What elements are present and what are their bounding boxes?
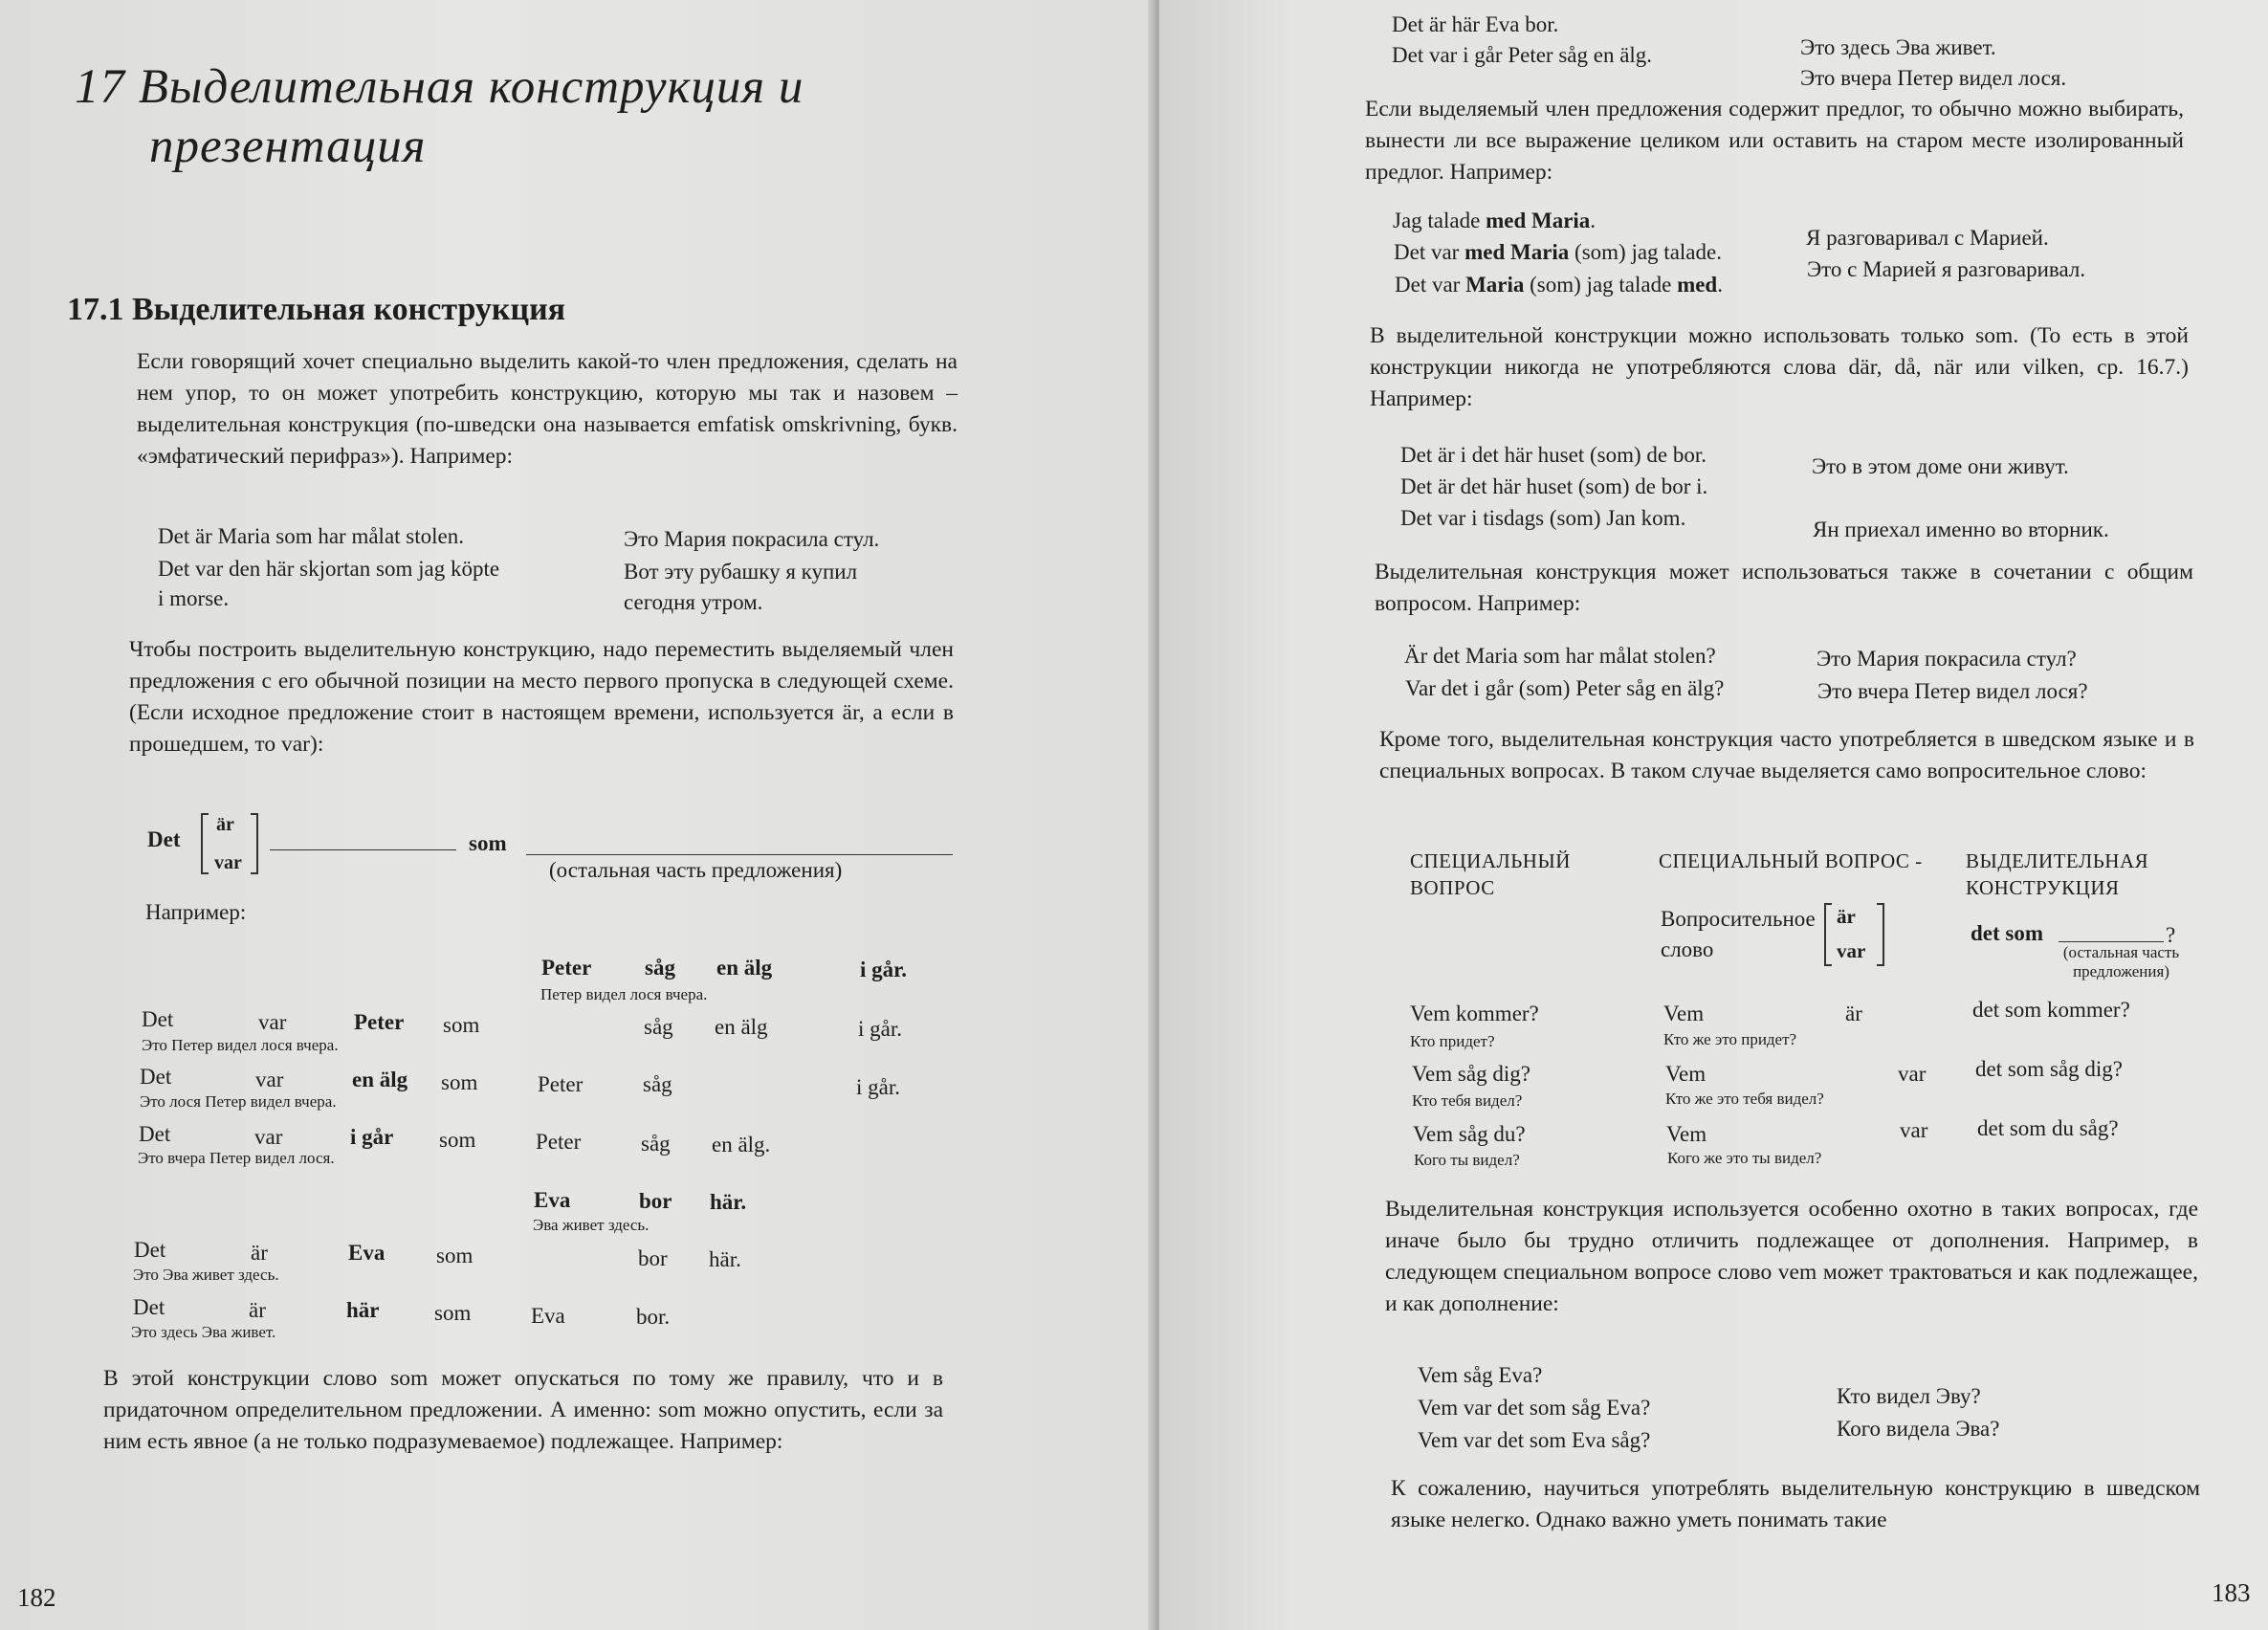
text-run-bold: med bbox=[1677, 273, 1718, 297]
row-emphatic: det som du såg? bbox=[1977, 1116, 2119, 1140]
row-question-ru: Кто придет? bbox=[1410, 1032, 1495, 1050]
row-focus: Eva bbox=[348, 1241, 385, 1265]
scheme-rest-label: (остальная часть предложения) bbox=[2062, 943, 2180, 980]
row-ru: Это здесь Эва живет. bbox=[131, 1323, 276, 1341]
ex2-sv-3 bbox=[1395, 270, 1723, 300]
row-w1: såg bbox=[644, 1015, 673, 1039]
row-som: som bbox=[434, 1301, 472, 1325]
paragraph-general-question: Выделительная конструкция может использоваться также в сочетании с общим вопросом. Например: bbox=[1375, 560, 2193, 616]
scheme-som: som bbox=[469, 831, 507, 855]
page-number: 183 bbox=[2212, 1578, 2251, 1607]
scheme-brace-left bbox=[201, 813, 209, 874]
row-det: Det bbox=[139, 1122, 171, 1146]
example-sv-3: i morse. bbox=[158, 586, 230, 610]
col-head-emphatic: ВЫДЕЛИТЕЛЬНАЯ КОНСТРУКЦИЯ bbox=[1966, 849, 2149, 899]
t1-head-igar: i går. bbox=[860, 958, 907, 981]
row-ru: Это лося Петер видел вчера. bbox=[140, 1092, 337, 1111]
ex4-ru-2: Это вчера Петер видел лося? bbox=[1817, 679, 2088, 703]
ex2-sv-2 bbox=[1394, 237, 1722, 268]
row-w2: bor. bbox=[636, 1305, 671, 1329]
t2-head-eva: Eva bbox=[534, 1188, 571, 1212]
text-run: Det var bbox=[1395, 273, 1466, 297]
chapter-title-line1: 17 Выделительная конструкция и bbox=[75, 60, 804, 114]
row-w1: bor bbox=[638, 1246, 668, 1270]
row-som: som bbox=[439, 1128, 476, 1152]
t2-head-har: här. bbox=[710, 1190, 747, 1214]
page-number: 182 bbox=[17, 1583, 56, 1612]
example-sv-1: Det är Maria som har målat stolen. bbox=[158, 524, 464, 548]
scheme-det: Det bbox=[147, 827, 181, 851]
top-sv-1: Det är här Eva bor. bbox=[1392, 12, 1559, 36]
row-question: Vem såg du? bbox=[1413, 1122, 1526, 1146]
text-run-bold: Maria bbox=[1465, 273, 1525, 297]
row-word: Vem bbox=[1663, 1002, 1705, 1025]
row-verb: var bbox=[258, 1010, 287, 1034]
ex3-sv-3: Det var i tisdags (som) Jan kom. bbox=[1400, 506, 1686, 530]
paragraph-ambiguity: Выделительная конструкция используется особенно охотно в таких вопросах, где иначе было бы трудно отличить подлежащее от дополнения. Например, в следующем специальном вопросе слово vem может трактоваться и как подлежащее, и как дополнение: bbox=[1385, 1197, 2198, 1316]
scheme-blank-line bbox=[270, 849, 456, 850]
ex5-sv-3: Vem var det som Eva såg? bbox=[1418, 1428, 1651, 1452]
scheme-var: var bbox=[214, 852, 242, 873]
scheme-brace-right bbox=[251, 813, 258, 874]
ex5-sv-1: Vem såg Eva? bbox=[1418, 1363, 1543, 1387]
row-emphatic: det som såg dig? bbox=[1975, 1057, 2123, 1081]
row-w2: en älg bbox=[715, 1015, 768, 1039]
ex5-ru-2: Кого видела Эва? bbox=[1837, 1417, 2000, 1441]
col-head-special-question-2: СПЕЦИАЛЬНЫЙ ВОПРОС - bbox=[1659, 849, 1923, 872]
scheme-rest-label: (остальная часть предложения) bbox=[549, 858, 843, 882]
text-run: Jag talade bbox=[1393, 209, 1486, 232]
t1-head-peter: Peter bbox=[541, 956, 592, 980]
example-ru-2: Вот эту рубашку я купил bbox=[624, 560, 858, 584]
row-word: Vem bbox=[1665, 1062, 1707, 1086]
t1-head-alg: en älg bbox=[716, 956, 773, 980]
row-w1: Peter bbox=[536, 1130, 582, 1154]
row-ru: Это Петер видел лося вчера. bbox=[142, 1036, 339, 1054]
text-run: (som) jag talade bbox=[1524, 273, 1678, 297]
t1-head-ru: Петер видел лося вчера. bbox=[540, 985, 708, 1003]
row-som: som bbox=[443, 1013, 480, 1037]
row-word: Vem bbox=[1666, 1122, 1707, 1146]
row-det: Det bbox=[133, 1295, 165, 1319]
ex2-ru-2: Это с Марией я разговаривал. bbox=[1807, 257, 2086, 281]
row-w2: såg bbox=[641, 1132, 671, 1156]
row-som: som bbox=[441, 1070, 478, 1094]
paragraph-special-question: Кроме того, выделительная конструкция часто употребляется в шведском языке и в специальных вопросах. В таком случае выделяется само вопросительное слово: bbox=[1379, 727, 2194, 783]
top-ru-2: Это вчера Петер видел лося. bbox=[1800, 66, 2067, 90]
row-question-ru: Кого ты видел? bbox=[1414, 1151, 1520, 1169]
row-verb: var bbox=[1898, 1062, 1927, 1086]
ex5-sv-2: Vem var det som såg Eva? bbox=[1418, 1396, 1651, 1420]
row-focus: här bbox=[346, 1298, 380, 1322]
ex4-sv-1: Är det Maria som har målat stolen? bbox=[1404, 644, 1716, 668]
top-sv-2: Det var i går Peter såg en älg. bbox=[1392, 43, 1653, 67]
example-label: Например: bbox=[145, 900, 247, 924]
scheme-question-word: Вопросительное слово bbox=[1661, 907, 1816, 961]
ex2-sv-1 bbox=[1393, 206, 1596, 236]
paragraph-conclusion: К сожалению, научиться употреблять выделительную конструкцию в шведском языке нелегко. Однако важно уметь понимать такие bbox=[1391, 1476, 2200, 1532]
row-focus: en älg bbox=[352, 1068, 408, 1091]
scheme-ar: är bbox=[1837, 905, 1856, 928]
row-som: som bbox=[436, 1244, 473, 1267]
scheme-ar: är bbox=[216, 814, 234, 835]
ex3-sv-2: Det är det här huset (som) de bor i. bbox=[1400, 474, 1708, 498]
paragraph-scheme-intro: Чтобы построить выделительную конструкцию, надо переместить выделяемый член предложения с его обычной позиции на место первого пропуска в следующей схеме. (Если исходное предложение стоит в настоящем времени, используется är, а если в прошедшем, то var): bbox=[129, 637, 954, 757]
row-ru: Это вчера Петер видел лося. bbox=[138, 1149, 335, 1167]
ex2-ru-1: Я разговаривал с Марией. bbox=[1806, 226, 2049, 250]
row-question: Vem kommer? bbox=[1410, 1002, 1539, 1025]
row-verb: är bbox=[1845, 1002, 1862, 1025]
scheme-brace-left bbox=[1824, 903, 1832, 966]
row-w3: i går. bbox=[858, 1017, 902, 1041]
row-verb: var bbox=[1900, 1118, 1928, 1142]
row-verb: är bbox=[249, 1298, 266, 1322]
row-ru: Это Эва живет здесь. bbox=[133, 1266, 279, 1284]
row-w2: såg bbox=[643, 1072, 672, 1096]
ex3-ru-1: Это в этом доме они живут. bbox=[1812, 454, 2069, 478]
paragraph-preposition: Если выделяемый член предложения содержит предлог, то обычно можно выбирать, вынести ли все выражение целиком или оставить на старом месте изолированный предлог. Например: bbox=[1365, 97, 2184, 185]
example-sv-2: Det var den här skjortan som jag köpte bbox=[158, 557, 500, 581]
text-run-bold: med Maria bbox=[1486, 209, 1591, 232]
row-question-ru: Кто тебя видел? bbox=[1412, 1091, 1523, 1110]
row-w2: här. bbox=[709, 1247, 741, 1271]
row-word-ru: Кто же это придет? bbox=[1663, 1030, 1797, 1048]
row-w3: en älg. bbox=[712, 1133, 771, 1156]
col-head-special-question: СПЕЦИАЛЬНЫЙ ВОПРОС bbox=[1410, 849, 1571, 899]
top-ru-1: Это здесь Эва живет. bbox=[1800, 35, 1996, 59]
paragraph-only-som: В выделительной конструкции можно использовать только som. (То есть в этой конструкции никогда не употребляются слова där, då, när или vilken, ср. 16.7.) Например: bbox=[1370, 323, 2189, 411]
example-ru-3: сегодня утром. bbox=[624, 590, 763, 614]
row-focus: Peter bbox=[354, 1010, 405, 1034]
row-det: Det bbox=[140, 1065, 172, 1089]
t2-head-bor: bor bbox=[639, 1189, 672, 1213]
section-title: 17.1 Выделительная конструкция bbox=[67, 292, 566, 327]
ex3-ru-2: Ян приехал именно во вторник. bbox=[1813, 518, 2109, 541]
ex3-sv-1: Det är i det här huset (som) de bor. bbox=[1400, 443, 1707, 467]
row-verb: var bbox=[255, 1068, 284, 1091]
row-emphatic: det som kommer? bbox=[1972, 998, 2130, 1022]
ex4-sv-2: Var det i går (som) Peter såg en älg? bbox=[1405, 676, 1725, 700]
t1-head-sag: såg bbox=[645, 956, 675, 980]
ex5-ru-1: Кто видел Эву? bbox=[1837, 1384, 1981, 1408]
row-w1: Peter bbox=[538, 1072, 584, 1096]
right-page bbox=[1159, 0, 2268, 1630]
row-question: Vem såg dig? bbox=[1412, 1062, 1530, 1086]
scheme-det-som: det som bbox=[1971, 921, 2044, 945]
row-word-ru: Кого же это ты видел? bbox=[1667, 1149, 1822, 1167]
text-run: Det var bbox=[1394, 240, 1465, 264]
text-run: . bbox=[1717, 273, 1723, 297]
row-det: Det bbox=[142, 1007, 174, 1031]
paragraph-som-omission: В этой конструкции слово som может опускаться по тому же правилу, что и в придаточном определительном предложении. А именно: som можно опустить, если за ним есть явное (а не только подразумеваемое) подлежащее. Например: bbox=[103, 1366, 943, 1454]
paragraph-intro: Если говорящий хочет специально выделить какой-то член предложения, сделать на нем упор, то он может употребить конструкцию, которую мы так и назовем – выделительная конструкция (по-шведски она называется emfatisk omskrivning, букв. «эмфатический перифраз»). Например: bbox=[137, 349, 958, 469]
row-verb: var bbox=[254, 1125, 283, 1149]
row-verb: är bbox=[251, 1241, 268, 1265]
text-run: . bbox=[1590, 209, 1596, 232]
text-run-bold: med Maria bbox=[1464, 240, 1570, 264]
chapter-title-line2: презентация bbox=[149, 120, 427, 173]
row-focus: i går bbox=[350, 1125, 394, 1149]
row-w1: Eva bbox=[531, 1304, 565, 1328]
t2-head-ru: Эва живет здесь. bbox=[533, 1216, 650, 1234]
row-word-ru: Кто же это тебя видел? bbox=[1665, 1090, 1824, 1108]
scheme-var: var bbox=[1837, 939, 1866, 962]
scheme-question-mark: ? bbox=[2166, 923, 2176, 947]
scheme-blank-line bbox=[2059, 941, 2164, 942]
text-run: (som) jag talade. bbox=[1569, 240, 1722, 264]
ex4-ru-1: Это Мария покрасила стул? bbox=[1817, 647, 2077, 671]
row-det: Det bbox=[134, 1238, 166, 1262]
chapter-title bbox=[75, 57, 1012, 176]
scheme-brace-right bbox=[1877, 903, 1884, 966]
row-w3: i går. bbox=[856, 1075, 900, 1099]
example-ru-1: Это Мария покрасила стул. bbox=[624, 527, 880, 551]
